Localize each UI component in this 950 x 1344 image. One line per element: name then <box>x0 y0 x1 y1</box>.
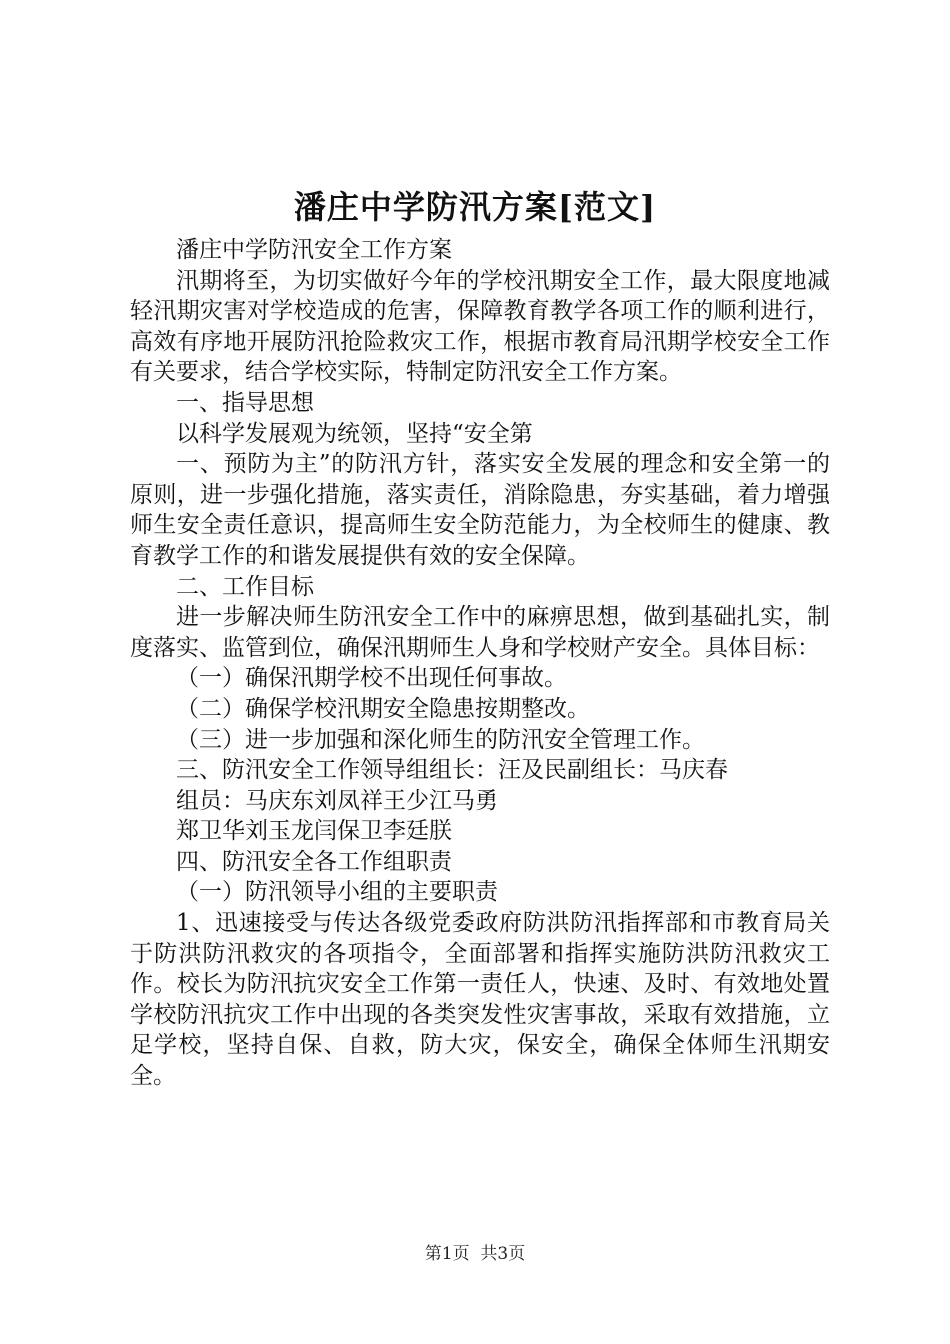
paragraph: 一、预防为主”的防汛方针，落实安全发展的理念和安全第一的原则，进一步强化措施，落实责任，消除隐患，夯实基础，着力增强师生安全责任意识，提高师生安全防范能力，为全校师生的健康、教育教学工作的和谐发展提供有效的安全保障。 <box>130 451 830 569</box>
list-item: （二）确保学校汛期安全隐患按期整改。 <box>176 695 590 722</box>
paragraph: 郑卫华刘玉龙闫保卫李廷朕 <box>176 818 452 845</box>
page-number: 第1页 <box>424 1244 470 1264</box>
paragraph: 以科学发展观为统领，坚持“安全第 <box>176 420 533 447</box>
paragraph: 1、迅速接受与传达各级党委政府防洪防汛指挥部和市教育局关于防洪防汛救灾的各项指令，全面部署和指挥实施防洪防汛救灾工作。校长为防汛抗灾安全工作第一责任人，快速、及时、有效地处置学校防汛抗灾工作中出现的各类突发性灾害事故，采取有效措施，立足学校，坚持自保、自救，防大灾，保安全，确保全体师生汛期安全。 <box>130 910 830 1090</box>
document-title: 潘庄中学防汛方案[范文] <box>293 188 657 226</box>
paragraph: 潘庄中学防汛安全工作方案 <box>176 237 452 263</box>
section-heading: 一、指导思想 <box>176 389 314 416</box>
paragraph: 组员：马庆东刘凤祥王少江马勇 <box>176 787 498 814</box>
subsection-heading: （一）防汛领导小组的主要职责 <box>176 879 498 906</box>
section-heading: 四、防汛安全各工作组职责 <box>176 848 452 875</box>
total-pages: 共3页 <box>480 1244 526 1264</box>
section-heading: 三、防汛安全工作领导组组长：汪及民副组长：马庆春 <box>176 757 728 784</box>
page-footer <box>0 1242 950 1266</box>
paragraph: 汛期将至，为切实做好今年的学校汛期安全工作，最大限度地减轻汛期灾害对学校造成的危害，保障教育教学各项工作的顺利进行，高效有序地开展防汛抢险救灾工作，根据市教育局汛期学校安全工作有关要求，结合学校实际，特制定防汛安全工作方案。 <box>130 267 830 386</box>
document-body <box>130 235 830 1092</box>
list-item: （一）确保汛期学校不出现任何事故。 <box>176 665 567 692</box>
section-heading: 二、工作目标 <box>176 573 314 600</box>
list-item: （三）进一步加强和深化师生的防汛安全管理工作。 <box>176 726 705 753</box>
paragraph: 进一步解决师生防汛安全工作中的麻痹思想，做到基础扎实，制度落实、监管到位，确保汛期师生人身和学校财产安全。具体目标： <box>130 604 830 661</box>
footer-spacer <box>470 1244 481 1264</box>
